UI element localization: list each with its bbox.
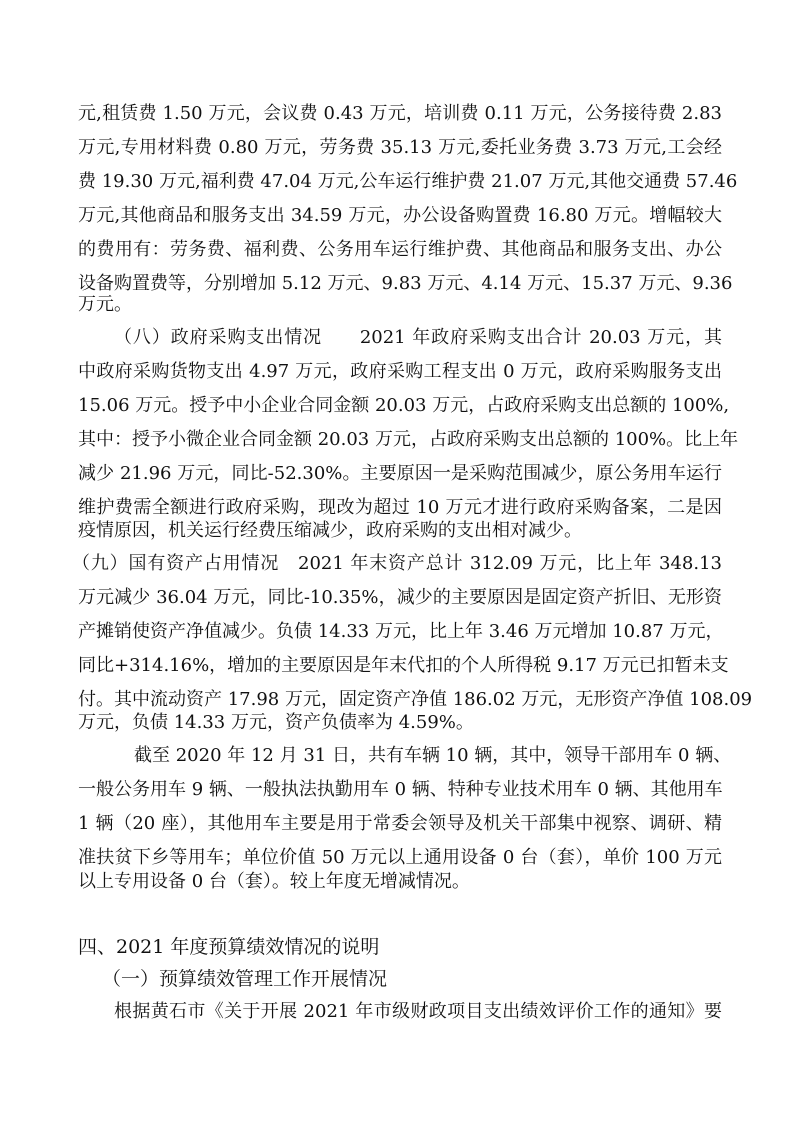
paragraph-line: 元,租赁费 1.50 万元，会议费 0.43 万元，培训费 0.11 万元，公务接待费 2.83 bbox=[78, 103, 722, 124]
paragraph-line: 万元,专用材料费 0.80 万元，劳务费 35.13 万元,委托业务费 3.73 万元,工会经 bbox=[78, 137, 722, 158]
paragraph-line: 15.06 万元。授予中小企业合同金额 20.03 万元，占政府采购支出总额的 100%, bbox=[78, 395, 730, 416]
paragraph-line: 的费用有：劳务费、福利费、公务用车运行维护费、其他商品和服务支出、办公 bbox=[78, 239, 722, 260]
paragraph-line: 维护费需全额进行政府采购，现改为超过 10 万元才进行政府采购备案，二是因 bbox=[78, 497, 722, 518]
section-heading-assets: （九）国有资产占用情况 2021 年末资产总计 312.09 万元，比上年 348.13 bbox=[72, 553, 722, 574]
paragraph-line: 1 辆（20 座），其他用车主要是用于常委会领导及机关干部集中视察、调研、精 bbox=[78, 813, 722, 834]
paragraph-line: 一般公务用车 9 辆、一般执法执勤用车 0 辆、特种专业技术用车 0 辆、其他用车 bbox=[78, 779, 723, 800]
paragraph-line: 设备购置费等，分别增加 5.12 万元、9.83 万元、4.14 万元、15.37 万元、9.36 bbox=[78, 273, 733, 294]
paragraph-line: 其中：授予小微企业合同金额 20.03 万元，占政府采购支出总额的 100%。比上年 bbox=[78, 429, 739, 450]
paragraph-line: 付。其中流动资产 17.98 万元，固定资产净值 186.02 万元，无形资产净值 108.09 bbox=[78, 689, 753, 710]
paragraph-line: 根据黄石市《关于开展 2021 年市级财政项目支出绩效评价工作的通知》要 bbox=[114, 1001, 722, 1022]
paragraph-line: 万元减少 36.04 万元，同比-10.35%，减少的主要原因是固定资产折旧、无形资 bbox=[78, 587, 722, 608]
paragraph-line: 疫情原因，机关运行经费压缩减少，政府采购的支出相对减少。 bbox=[78, 520, 582, 541]
paragraph-line: 费 19.30 万元,福利费 47.04 万元,公车运行维护费 21.07 万元,其他交通费 57.46 bbox=[78, 171, 738, 192]
section-heading-procurement: （八）政府采购支出情况 2021 年政府采购支出合计 20.03 万元，其 bbox=[114, 327, 722, 348]
subsection-heading-performance: （一）预算绩效管理工作开展情况 bbox=[102, 968, 388, 990]
paragraph-line: 截至 2020 年 12 月 31 日，共有车辆 10 辆，其中，领导干部用车 0 辆、 bbox=[134, 745, 732, 766]
paragraph-line: 准扶贫下乡等用车；单位价值 50 万元以上通用设备 0 台（套），单价 100 万元 bbox=[78, 847, 722, 868]
paragraph-line: 万元，负债 14.33 万元，资产负债率为 4.59%。 bbox=[78, 712, 474, 733]
paragraph-line: 减少 21.96 万元，同比-52.30%。主要原因一是采购范围减少，原公务用车运行 bbox=[78, 463, 722, 484]
paragraph-line: 万元。 bbox=[78, 294, 132, 315]
section-heading-performance: 四、2021 年度预算绩效情况的说明 bbox=[78, 936, 380, 958]
paragraph-line: 产摊销使资产净值减少。负债 14.33 万元，比上年 3.46 万元增加 10.87 万元， bbox=[78, 621, 724, 642]
paragraph-line: 同比+314.16%，增加的主要原因是年末代扣的个人所得税 9.17 万元已扣暂未支 bbox=[78, 655, 729, 676]
paragraph-line: 以上专用设备 0 台（套）。较上年度无增减情况。 bbox=[78, 871, 470, 892]
paragraph-line: 中政府采购货物支出 4.97 万元，政府采购工程支出 0 万元，政府采购服务支出 bbox=[78, 361, 722, 382]
paragraph-line: 万元,其他商品和服务支出 34.59 万元，办公设备购置费 16.80 万元。增幅较大 bbox=[78, 205, 722, 226]
